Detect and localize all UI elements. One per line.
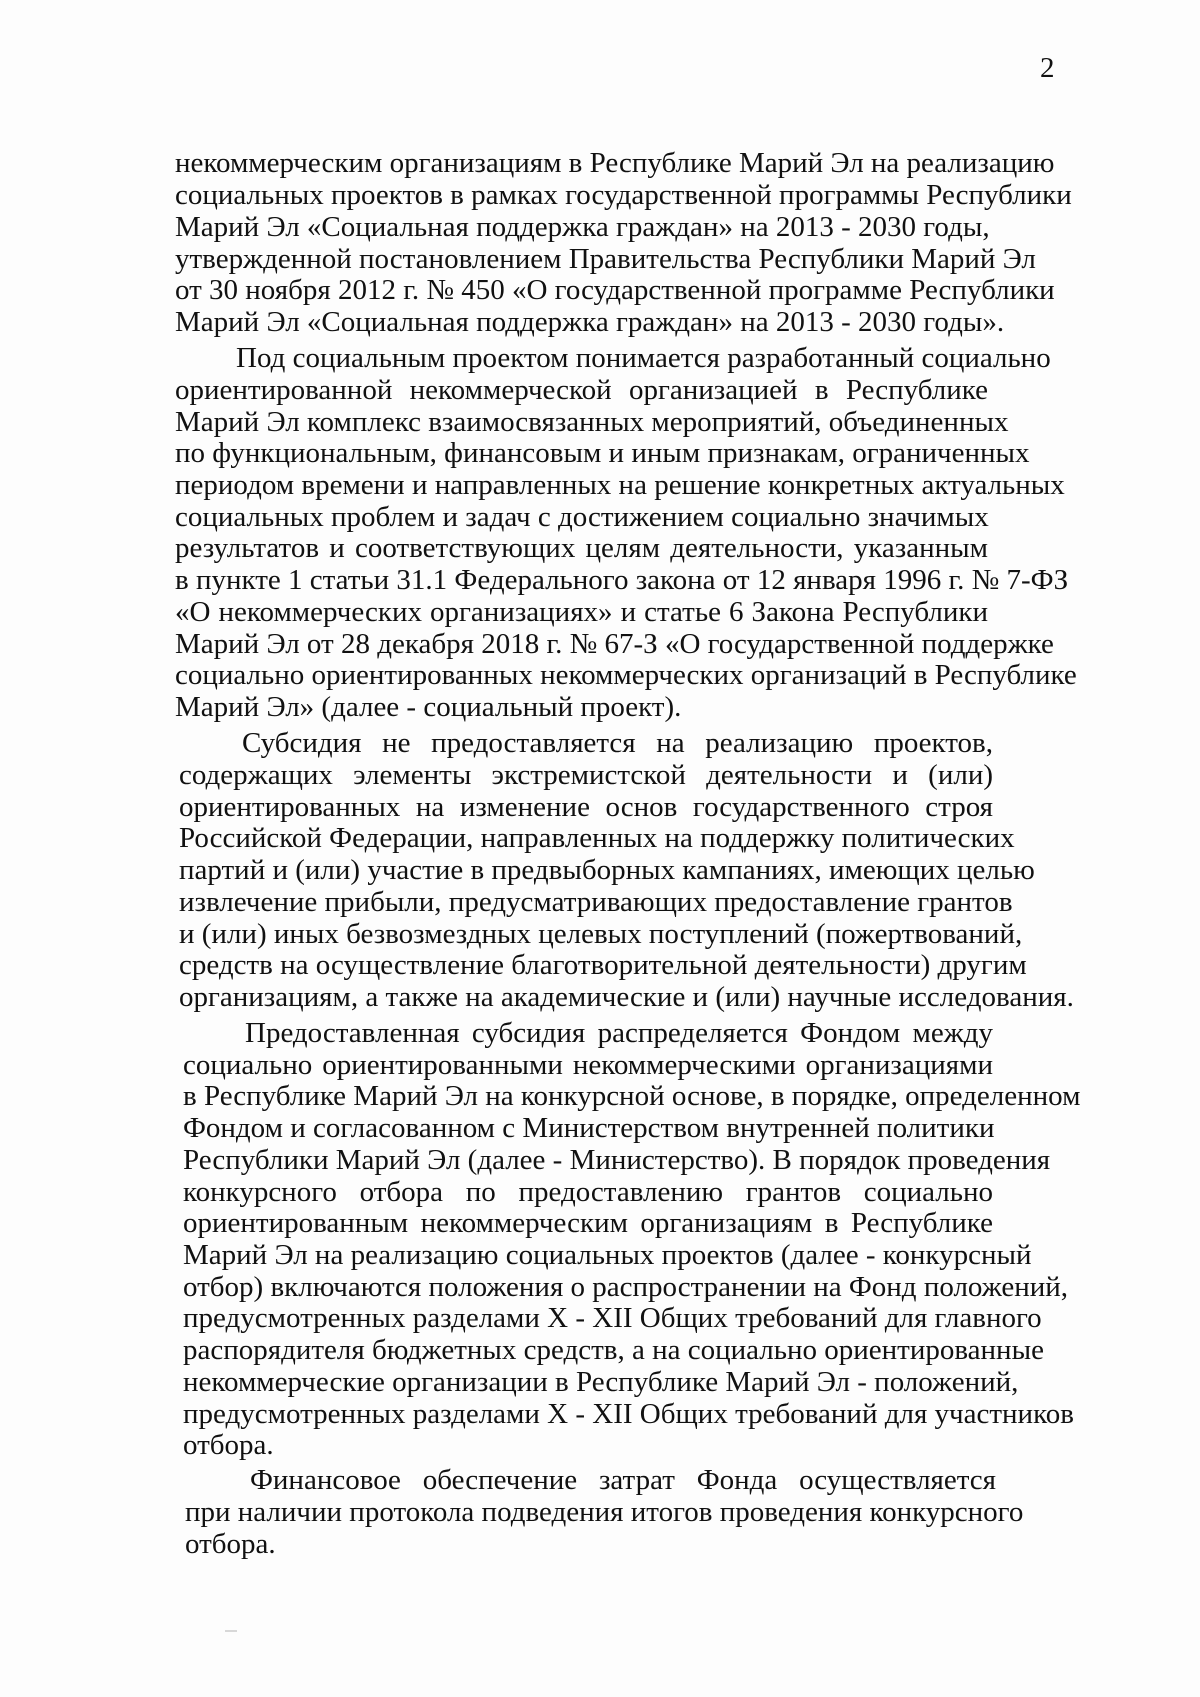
body-line: средств на осуществление благотворительной деятельности) другим: [179, 949, 1027, 981]
body-line: Предоставленная субсидия распределяется Фондом между: [245, 1017, 993, 1049]
body-line: отбор) включаются положения о распространении на Фонд положений,: [183, 1271, 1069, 1303]
body-line: в Республике Марий Эл на конкурсной основе, в порядке, определенном: [183, 1080, 1081, 1112]
body-line: Финансовое обеспечение затрат Фонда осуществляется: [250, 1464, 996, 1496]
body-line: предусмотренных разделами X - XII Общих требований для главного: [183, 1302, 1042, 1334]
body-line: Марий Эл «Социальная поддержка граждан» на 2013 - 2030 годы».: [175, 306, 1005, 338]
body-line: социально ориентированных некоммерческих организаций в Республике: [175, 659, 1077, 691]
body-line: от 30 ноября 2012 г. № 450 «О государственной программе Республики: [175, 274, 1055, 306]
body-line: некоммерческие организации в Республике Марий Эл - положений,: [183, 1366, 1019, 1398]
body-line: партий и (или) участие в предвыборных кампаниях, имеющих целью: [179, 854, 1035, 886]
body-line: периодом времени и направленных на решение конкретных актуальных: [175, 469, 1065, 501]
body-line: при наличии протокола подведения итогов проведения конкурсного: [185, 1496, 1024, 1528]
body-line: по функциональным, финансовым и иным признакам, ограниченных: [175, 437, 1030, 469]
body-line: отбора.: [183, 1429, 274, 1461]
page-number: 2: [1040, 52, 1055, 84]
body-line: организациям, а также на академические и (или) научные исследования.: [179, 981, 1074, 1013]
body-line: Фондом и согласованном с Министерством внутренней политики: [183, 1112, 995, 1144]
body-line: Российской Федерации, направленных на поддержку политических: [179, 822, 1015, 854]
body-line: распорядителя бюджетных средств, а на социально ориентированные: [183, 1334, 1044, 1366]
body-line: содержащих элементы экстремистской деятельности и (или): [179, 759, 993, 791]
body-line: «О некоммерческих организациях» и статье 6 Закона Республики: [175, 596, 988, 628]
body-line: Под социальным проектом понимается разработанный социально: [236, 342, 1051, 374]
body-line: Марий Эл «Социальная поддержка граждан» на 2013 - 2030 годы,: [175, 211, 990, 243]
body-line: Марий Эл от 28 декабря 2018 г. № 67-З «О государственной поддержке: [175, 628, 1054, 660]
body-line: социальных проблем и задач с достижением социально значимых: [175, 501, 989, 533]
body-line: социально ориентированными некоммерческими организациями: [183, 1049, 993, 1081]
body-line: Марий Эл комплекс взаимосвязанных мероприятий, объединенных: [175, 406, 1009, 438]
body-line: ориентированным некоммерческим организациям в Республике: [183, 1207, 993, 1239]
scan-mark: [225, 1630, 237, 1632]
body-line: ориентированной некоммерческой организацией в Республике: [175, 374, 988, 406]
body-line: извлечение прибыли, предусматривающих предоставление грантов: [179, 886, 1013, 918]
body-line: социальных проектов в рамках государственной программы Республики: [175, 179, 1072, 211]
body-line: Марий Эл» (далее - социальный проект).: [175, 691, 682, 723]
body-line: предусмотренных разделами X - XII Общих требований для участников: [183, 1398, 1074, 1430]
body-line: Марий Эл на реализацию социальных проектов (далее - конкурсный: [183, 1239, 1032, 1271]
body-line: отбора.: [185, 1528, 276, 1560]
body-line: некоммерческим организациям в Республике Марий Эл на реализацию: [175, 147, 1055, 179]
body-line: Республики Марий Эл (далее - Министерство). В порядок проведения: [183, 1144, 1051, 1176]
body-line: Субсидия не предоставляется на реализацию проектов,: [242, 727, 993, 759]
body-line: конкурсного отбора по предоставлению грантов социально: [183, 1176, 993, 1208]
body-line: утвержденной постановлением Правительства Республики Марий Эл: [175, 243, 1036, 275]
body-line: результатов и соответствующих целям деятельности, указанным: [175, 532, 988, 564]
body-line: в пункте 1 статьи 31.1 Федерального закона от 12 января 1996 г. № 7-ФЗ: [175, 564, 1069, 596]
body-line: и (или) иных безвозмездных целевых поступлений (пожертвований,: [179, 918, 1023, 950]
body-line: ориентированных на изменение основ государственного строя: [179, 791, 993, 823]
